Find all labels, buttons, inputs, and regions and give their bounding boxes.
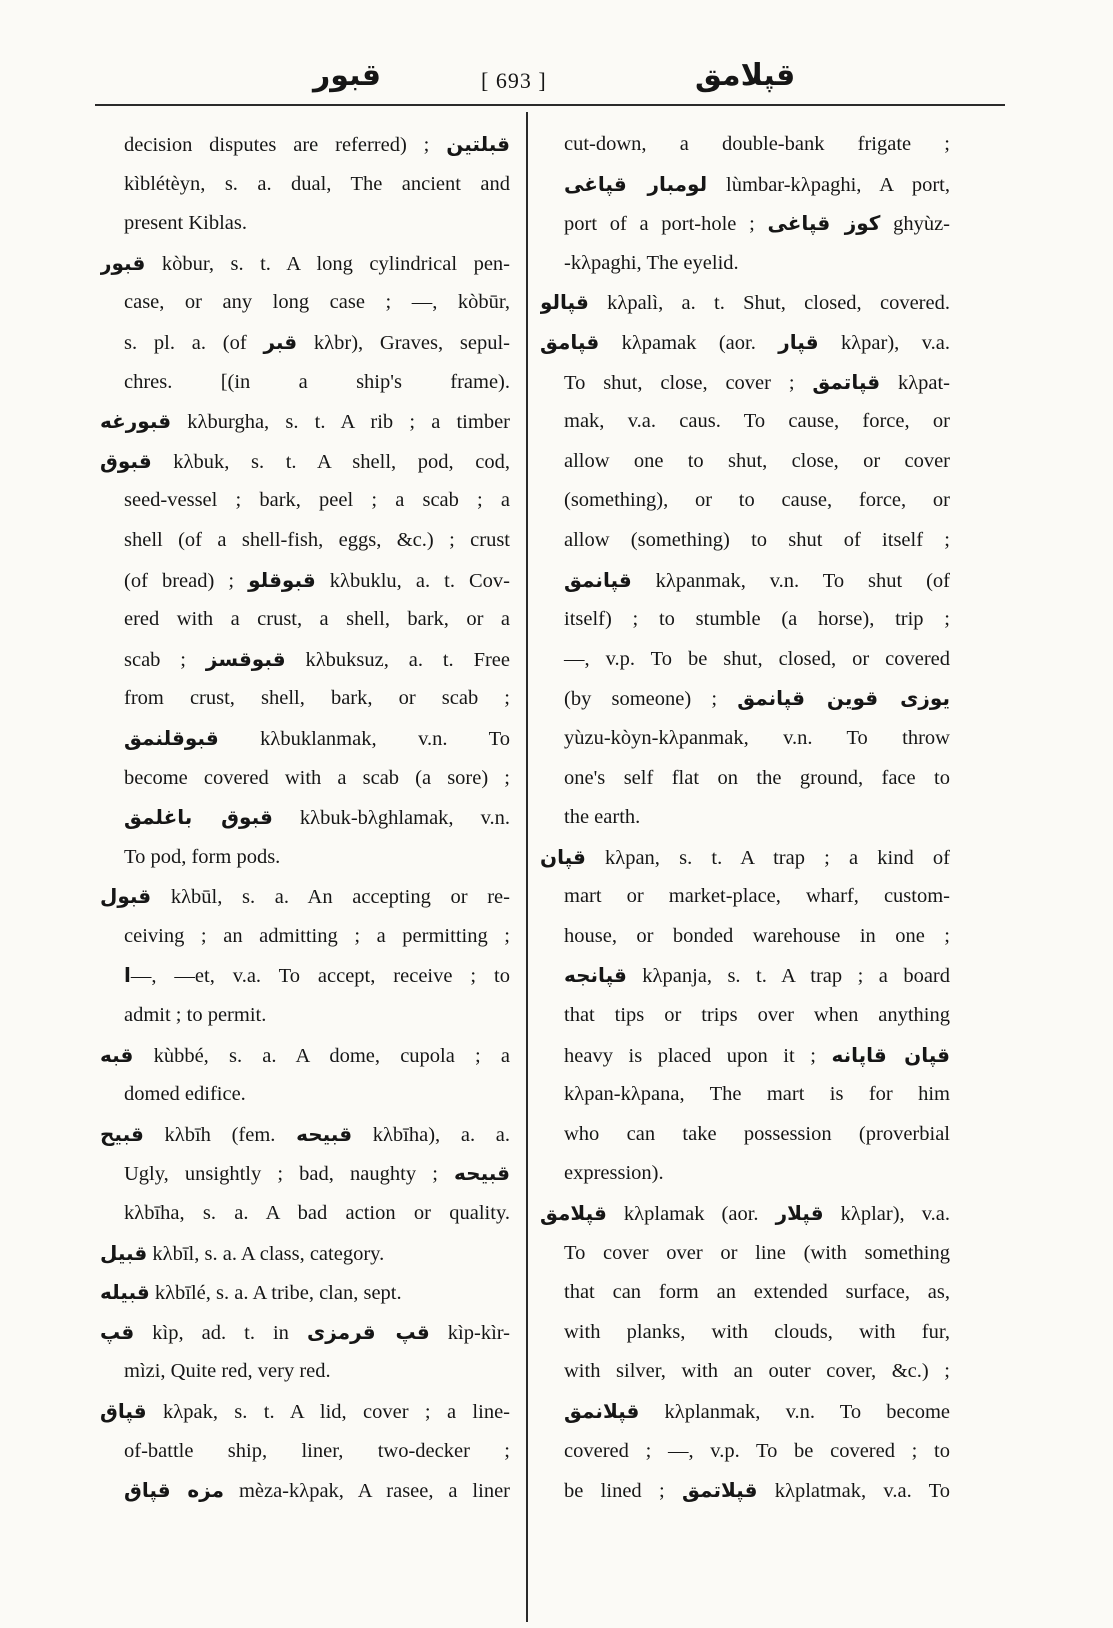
dictionary-line: that can form an extended surface, as, — [564, 1281, 950, 1304]
dictionary-line: kλbīha, s. a. A bad action or quality. — [124, 1202, 510, 1225]
dictionary-line: shell (of a shell-fish, eggs, &c.) ; crust — [124, 528, 510, 551]
dictionary-line: of-battle ship, liner, two-decker ; — [124, 1439, 510, 1462]
dictionary-line: قپانجه kλpanja, s. t. A trap ; a board — [564, 963, 950, 988]
dictionary-line: from crust, shell, bark, or scab ; — [124, 687, 510, 710]
dictionary-line: house, or bonded warehouse in one ; — [564, 924, 950, 947]
dictionary-line: expression). — [564, 1162, 664, 1185]
dictionary-line: To pod, form pods. — [124, 845, 281, 868]
dictionary-line: s. pl. a. (of قبر kλbr), Graves, sepul- — [124, 329, 510, 354]
dictionary-line: mart or market-place, wharf, custom- — [564, 885, 950, 908]
dictionary-line: one's self flat on the ground, face to — [564, 766, 950, 789]
dictionary-line: (something), or to cause, force, or — [564, 489, 950, 512]
dictionary-line: قبيله kλbīlé, s. a. A tribe, clan, sept. — [100, 1280, 402, 1305]
dictionary-line: allow one to shut, close, or cover — [564, 449, 950, 472]
dictionary-line: with silver, with an outer cover, &c.) ; — [564, 1360, 950, 1383]
dictionary-line: قپاق kλpak, s. t. A lid, cover ; a line- — [100, 1399, 510, 1423]
dictionary-line: قپلانمق kλplanmak, v.n. To become — [564, 1399, 950, 1423]
dictionary-line: قپامق kλpamak (aor. قپار kλpar), v.a. — [540, 329, 950, 354]
dictionary-line: قبوقلنمق kλbuklanmak, v.n. To — [124, 725, 510, 750]
dictionary-line: scab ; قبوقسز kλbuksuz, a. t. Free — [124, 646, 510, 671]
dictionary-line: allow (something) to shut of itself ; — [564, 528, 950, 551]
dictionary-line: port of a port-hole ; کوز قپاغی ghyùz- — [564, 211, 950, 236]
dictionary-line: the earth. — [564, 806, 641, 829]
dictionary-line: قپلامق kλplamak (aor. قپلار kλplar), v.a. — [540, 1201, 950, 1226]
dictionary-line: decision disputes are referred) ; قبلتين — [124, 132, 510, 156]
dictionary-line: be lined ; قپلاتمق kλplatmak, v.a. To — [564, 1478, 950, 1503]
dictionary-line: seed-vessel ; bark, peel ; a scab ; a — [124, 489, 510, 512]
dictionary-line: —, v.p. To be shut, closed, or covered — [564, 647, 950, 670]
dictionary-line: mak, v.a. caus. To cause, force, or — [564, 410, 950, 433]
right-column — [540, 125, 950, 1511]
dictionary-line: cut-down, a double-bank frigate ; — [564, 133, 950, 155]
page-number: [ 693 ] — [481, 68, 547, 93]
dictionary-line: قبورغه kλburgha, s. t. A rib ; a timber — [100, 409, 510, 434]
dictionary-line: قبه kùbbé, s. a. A dome, cupola ; a — [100, 1042, 510, 1067]
dictionary-line: قپان kλpan, s. t. A trap ; a kind of — [540, 844, 950, 869]
dictionary-line: heavy is placed upon it ; قپان قاپانه — [564, 1042, 950, 1067]
dictionary-line: present Kiblas. — [124, 212, 247, 235]
dictionary-line: ceiving ; an admitting ; a permitting ; — [124, 924, 510, 947]
dictionary-line: case, or any long case ; —, kòbūr, — [124, 291, 510, 314]
dictionary-line: -kλpaghi, The eyelid. — [564, 251, 739, 274]
dictionary-line: (by someone) ; يوزی قوين قپانمق — [564, 686, 950, 711]
dictionary-line: قپ kìp, ad. t. in قپ قرمزی kìp-kìr- — [100, 1319, 510, 1344]
dictionary-line: قپانمق kλpanmak, v.n. To shut (of — [564, 567, 950, 592]
dictionary-line: itself) ; to stumble (a horse), trip ; — [564, 608, 950, 631]
dictionary-line: yùzu-kòyn-kλpanmak, v.n. To throw — [564, 726, 950, 749]
dictionary-line: ered with a crust, a shell, bark, or a — [124, 608, 510, 631]
dictionary-line: قپالو kλpalì, a. t. Shut, closed, covered. — [540, 290, 950, 315]
dictionary-line: To shut, close, cover ; قپاتمق kλpat- — [564, 369, 950, 394]
dictionary-line: قبور kòbur, s. t. A long cylindrical pen- — [100, 250, 510, 275]
header-catchword-right: قپلامق — [695, 58, 796, 93]
dictionary-line: domed edifice. — [124, 1083, 246, 1106]
page-header — [95, 58, 1005, 104]
dictionary-line: قبول kλbūl, s. a. An accepting or re- — [100, 884, 510, 909]
dictionary-line: قبوق باغلمق kλbuk-bλghlamak, v.n. — [124, 805, 510, 830]
header-catchword-left: قبور — [313, 58, 381, 93]
header-rule — [95, 104, 1005, 106]
dictionary-line: To cover over or line (with something — [564, 1241, 950, 1264]
dictionary-line: ا—, —et, v.a. To accept, receive ; to — [124, 963, 510, 988]
dictionary-line: لومبار قپاغی lùmbar-kλpaghi, A port, — [564, 171, 950, 196]
dictionary-line: قبيل kλbīl, s. a. A class, category. — [100, 1240, 385, 1265]
dictionary-line: chres. [(in a ship's frame). — [124, 370, 510, 393]
dictionary-line: قبوق kλbuk, s. t. A shell, pod, cod, — [100, 448, 510, 473]
left-column — [100, 125, 510, 1511]
dictionary-line: admit ; to permit. — [124, 1004, 267, 1027]
column-divider — [526, 112, 528, 1622]
dictionary-line: covered ; —, v.p. To be covered ; to — [564, 1439, 950, 1462]
dictionary-line: مزه قپاق mèza-kλpak, A rasee, a liner — [124, 1478, 510, 1503]
dictionary-line: kλpan-kλpana, The mart is for him — [564, 1083, 950, 1106]
dictionary-line: قبيح kλbīh (fem. قبيحه kλbīha), a. a. — [100, 1121, 510, 1146]
dictionary-line: who can take possession (proverbial — [564, 1122, 950, 1145]
dictionary-line: that tips or trips over when anything — [564, 1004, 950, 1027]
dictionary-line: mìzi, Quite red, very red. — [124, 1360, 331, 1383]
dictionary-line: (of bread) ; قبوقلو kλbuklu, a. t. Cov- — [124, 567, 510, 592]
dictionary-line: become covered with a scab (a sore) ; — [124, 766, 510, 789]
dictionary-line: with planks, with clouds, with fur, — [564, 1320, 950, 1343]
dictionary-line: kìblétèyn, s. a. dual, The ancient and — [124, 172, 510, 195]
dictionary-line: Ugly, unsightly ; bad, naughty ; قبيحه — [124, 1161, 510, 1186]
